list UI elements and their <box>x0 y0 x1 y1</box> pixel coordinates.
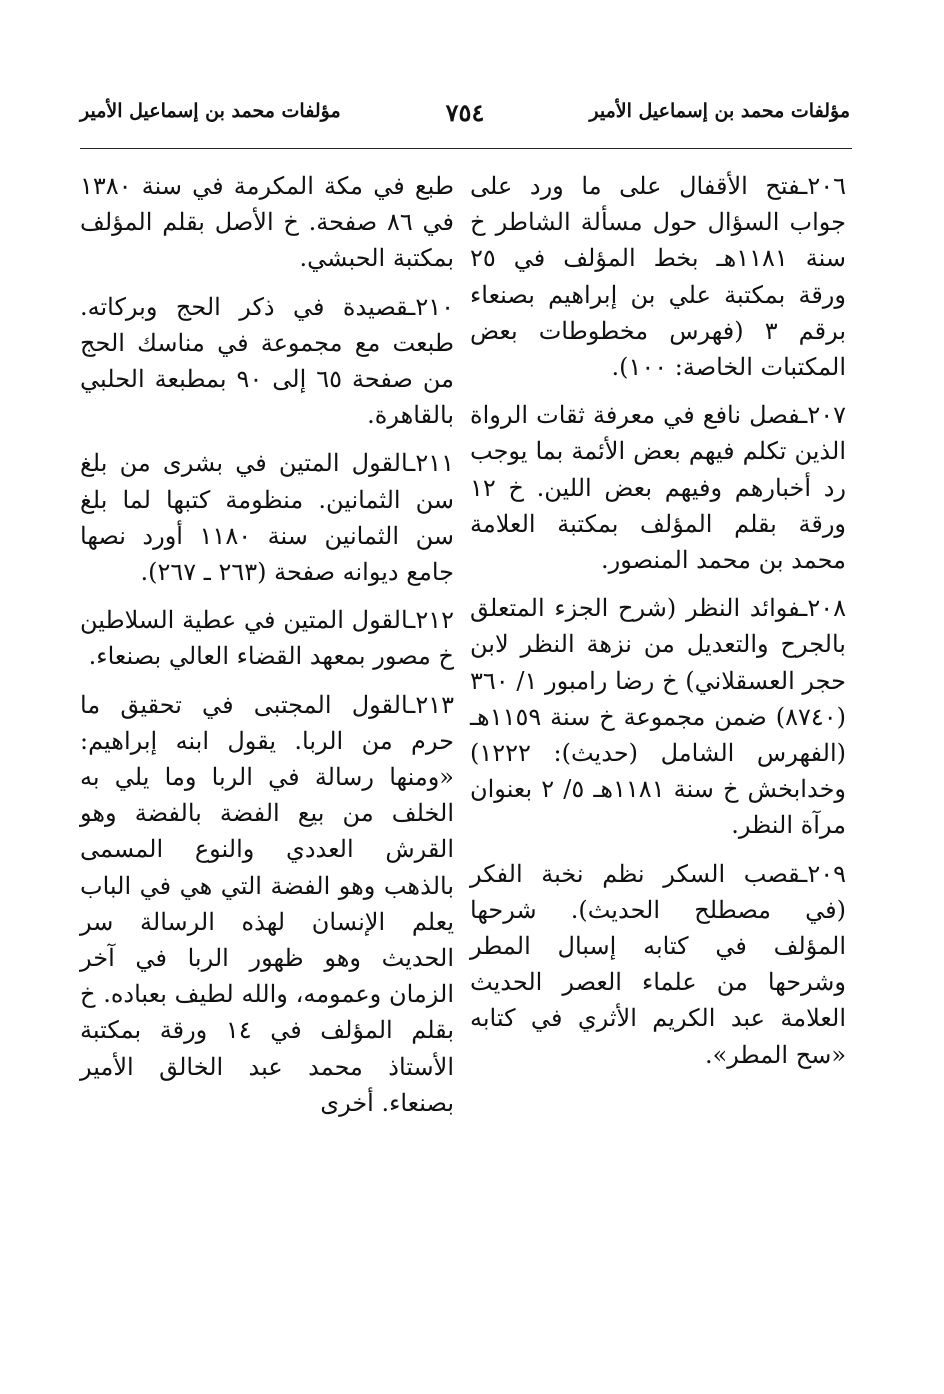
header-title-right: مؤلفات محمد بن إسماعيل الأمير <box>589 100 850 122</box>
entry-text: فصل نافع في معرفة ثقات الرواة الذين تكلم فيهم بعض الأئمة بما يوجب رد أخبارهم وفيهم بعض اللين. خ ١٢ ورقة بقلم المؤلف بمكتبة العلامة محمد بن محمد المنصور. <box>470 401 846 575</box>
entry-number: ٢١٠ـ <box>408 292 454 321</box>
entry-number: ٢٠٧ـ <box>800 401 846 430</box>
entry-text: قصيدة في ذكر الحج وبركاته. طبعت مع مجموعة في مناسك الحج من صفحة ٦٥ إلى ٩٠ بمطبعة الحلبي بالقاهرة. <box>80 292 454 430</box>
entry-number: ٢١١ـ <box>408 449 454 478</box>
entry-number: ٢١٣ـ <box>408 690 454 719</box>
entry-text: القول المتين في بشرى من بلغ سن الثمانين. منظومة كتبها لما بلغ سن الثمانين سنة ١١٨٠ أورد نصها جامع ديوانه صفحة (٢٦٣ ـ ٢٦٧). <box>80 449 454 587</box>
entry-207 <box>470 397 846 578</box>
left-column <box>80 168 454 1133</box>
entry-number: ٢٠٨ـ <box>800 594 846 623</box>
entry-text: القول المتين في عطية السلاطين خ مصور بمعهد القضاء العالي بصنعاء. <box>80 606 454 671</box>
entry-number: ٢٠٩ـ <box>800 859 846 888</box>
header-title-left: مؤلفات محمد بن إسماعيل الأمير <box>80 100 341 122</box>
entry-text: فوائد النظر (شرح الجزء المتعلق بالجرح والتعديل من نزهة النظر لابن حجر العسقلاني) خ رضا رامبور ١/ ٣٦٠ (٨٧٤٠) ضمن مجموعة خ سنة ١١٥٩هـ (الفهرس الشامل (حديث): ١٢٢٢) وخدابخش خ سنة ١١٨١هـ ٥/ ٢ بعنوان مرآة النظر. <box>470 594 847 840</box>
entry-212 <box>80 602 454 674</box>
entry-number: ٢٠٦ـ <box>800 172 846 200</box>
entry-210 <box>80 289 454 434</box>
entry-number: ٢١٢ـ <box>408 606 454 635</box>
entry-209-continuation: طبع في مكة المكرمة في سنة ١٣٨٠ في ٨٦ صفحة. خ الأصل بقلم المؤلف بمكتبة الحبشي. <box>80 172 455 273</box>
right-column <box>470 168 846 1085</box>
entry-211 <box>80 445 454 590</box>
entry-208 <box>470 590 846 843</box>
entry-209 <box>470 856 846 1073</box>
entry-206 <box>470 168 846 385</box>
entry-text: فتح الأقفال على ما ورد على جواب السؤال حول مسألة الشاطر خ سنة ١١٨١هـ بخط المؤلف في ٢٥ ورقة بمكتبة علي بن إبراهيم بصنعاء برقم ٣ (فهرس مخطوطات بعض المكتبات الخاصة: ١٠٠). <box>470 172 846 382</box>
entry-text: قصب السكر نظم نخبة الفكر (في مصطلح الحديث). شرحها المؤلف في كتابه إسبال المطر وشرحها من علماء العصر الحديث العلامة عبد الكريم الأثري في كتابه «سح المطر». <box>470 859 846 1069</box>
entry-text: القول المجتبى في تحقيق ما حرم من الربا. يقول ابنه إبراهيم: «ومنها رسالة في الربا وما يلي به الخلف من بيع الفضة بالفضة وهو القرش العددي والنوع المسمى بالذهب وهو الفضة التي هي في الباب يعلم الإنسان لهذه الرسالة سر الحديث وهو ظهور الربا في آخر الزمان وعمومه، والله لطيف بعباده. خ بقلم المؤلف في ١٤ ورقة بمكتبة الأستاذ محمد عبد الخالق الأمير بصنعاء. أخرى <box>80 690 454 1117</box>
entry-213 <box>80 687 454 1121</box>
running-header <box>80 100 850 140</box>
page-number: ٧٥٤ <box>445 98 485 127</box>
header-rule <box>80 148 852 149</box>
